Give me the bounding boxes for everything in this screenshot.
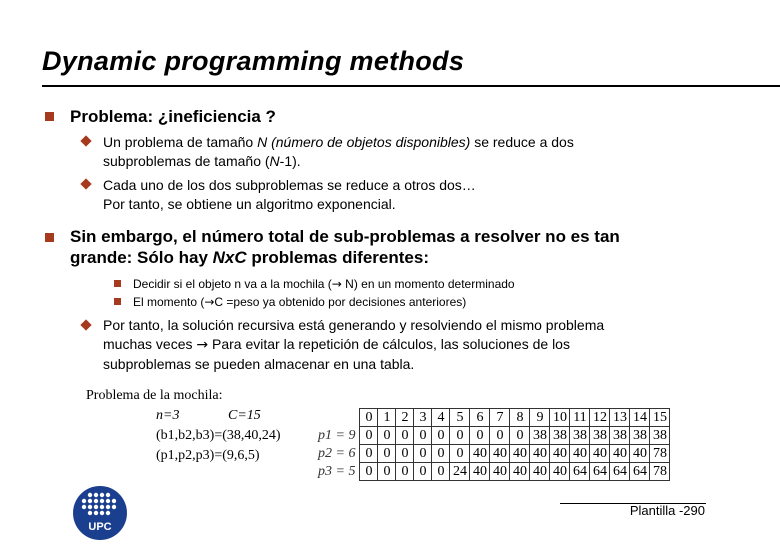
text: El momento (	[133, 295, 205, 309]
bullet-problema: Problema: ¿ineficiencia ?	[70, 107, 276, 126]
table-row	[318, 445, 670, 463]
text: muchas veces	[103, 336, 197, 352]
mochila-p: (p1,p2,p3)=(9,6,5)	[156, 448, 260, 463]
text: problemas diferentes:	[246, 248, 429, 267]
bullet-diamond-icon	[80, 319, 91, 330]
text-italic: N (número de objetos disponibles)	[257, 134, 471, 150]
table-cell: 40	[550, 445, 570, 463]
column-header: 2	[396, 409, 414, 427]
arrow-right-icon: →	[331, 277, 342, 291]
bullet-diamond-icon	[80, 135, 91, 146]
table-cell: 0	[432, 445, 450, 463]
text: subproblemas de tamaño (	[103, 153, 270, 169]
table-cell: 40	[490, 463, 510, 481]
table-header-row	[318, 409, 670, 427]
table-cell: 78	[650, 463, 670, 481]
table-corner	[318, 409, 360, 427]
column-header: 7	[490, 409, 510, 427]
column-header: 11	[570, 409, 590, 427]
upc-logo-icon	[73, 486, 127, 540]
mochila-n: n=3	[156, 408, 180, 423]
table-cell: 40	[590, 445, 610, 463]
row-label: p1 = 9	[318, 427, 356, 443]
sub-sub-bullet-1	[133, 275, 515, 293]
column-header: 5	[450, 409, 470, 427]
table-cell: 0	[450, 445, 470, 463]
column-header: 15	[650, 409, 670, 427]
text: -1).	[279, 153, 301, 169]
table-cell: 40	[470, 463, 490, 481]
bullet-sin-embargo	[70, 226, 620, 268]
upc-logo	[73, 486, 127, 540]
text: Cada uno de los dos subproblemas se reduce a otros dos…	[103, 177, 476, 193]
table-cell: 38	[590, 427, 610, 445]
title-divider	[42, 85, 780, 87]
sub-bullet-3	[103, 316, 604, 374]
sub-sub-bullet-2	[133, 293, 466, 311]
arrow-right-icon: →	[204, 295, 215, 309]
table-cell: 40	[530, 445, 550, 463]
table-cell: 0	[360, 445, 378, 463]
table-cell: 0	[396, 427, 414, 445]
bullet-square-icon	[114, 298, 121, 305]
table-cell: 40	[470, 445, 490, 463]
table-cell: 38	[550, 427, 570, 445]
table-cell: 40	[510, 445, 530, 463]
text: Un problema de tamaño	[103, 134, 258, 150]
table-cell: 0	[414, 427, 432, 445]
table-cell: 0	[378, 427, 396, 445]
mochila-C: C=15	[228, 408, 261, 423]
table-cell: 0	[490, 427, 510, 445]
sub-bullet-2	[103, 176, 476, 214]
table-cell: 40	[610, 445, 630, 463]
table-cell: 38	[530, 427, 550, 445]
column-header: 14	[630, 409, 650, 427]
table-cell: 40	[490, 445, 510, 463]
row-label: p2 = 6	[318, 445, 356, 461]
table-cell: 0	[450, 427, 470, 445]
knapsack-table	[318, 408, 670, 481]
text: grande: Sólo hay	[70, 248, 213, 267]
bullet-square-icon	[45, 233, 54, 242]
text: C =peso ya obtenido por decisiones anteriores)	[214, 295, 467, 309]
table-cell: 38	[630, 427, 650, 445]
table-cell: 0	[432, 427, 450, 445]
mochila-heading: Problema de la mochila:	[86, 388, 223, 403]
column-header: 9	[530, 409, 550, 427]
text: Decidir si el objeto n va a la mochila (	[133, 277, 332, 291]
table-cell: 64	[570, 463, 590, 481]
table-cell: 78	[650, 445, 670, 463]
table-cell: 64	[610, 463, 630, 481]
bullet-square-icon	[45, 112, 54, 121]
table-cell: 64	[630, 463, 650, 481]
text-italic: NxC	[212, 248, 247, 267]
table-cell: 38	[650, 427, 670, 445]
table-cell: 0	[378, 445, 396, 463]
table-cell: 40	[550, 463, 570, 481]
table-cell: 0	[414, 463, 432, 481]
table-cell: 40	[510, 463, 530, 481]
slide-title: Dynamic programming methods	[42, 46, 465, 76]
table-cell: 64	[590, 463, 610, 481]
bullet-diamond-icon	[80, 178, 91, 189]
table-cell: 0	[510, 427, 530, 445]
table-cell: 38	[570, 427, 590, 445]
table-cell: 0	[470, 427, 490, 445]
table-cell: 0	[360, 463, 378, 481]
table-cell: 0	[360, 427, 378, 445]
text: Para evitar la repetición de cálculos, las soluciones de los	[208, 336, 570, 352]
column-header: 10	[550, 409, 570, 427]
column-header: 3	[414, 409, 432, 427]
table-row	[318, 427, 670, 445]
table-cell: 24	[450, 463, 470, 481]
mochila-b: (b1,b2,b3)=(38,40,24)	[156, 428, 281, 443]
table-cell: 0	[414, 445, 432, 463]
table-cell: 38	[610, 427, 630, 445]
table-cell: 40	[630, 445, 650, 463]
text: Por tanto, la solución recursiva está generando y resolviendo el mismo problema	[103, 317, 605, 333]
column-header: 4	[432, 409, 450, 427]
column-header: 1	[378, 409, 396, 427]
sub-bullet-1	[103, 133, 574, 171]
table-cell: 40	[570, 445, 590, 463]
logo-text: UPC	[88, 521, 112, 533]
column-header: 13	[610, 409, 630, 427]
table-row	[318, 463, 670, 481]
column-header: 0	[360, 409, 378, 427]
text: Sin embargo, el número total de sub-problemas a resolver no es tan	[70, 227, 620, 246]
column-header: 6	[470, 409, 490, 427]
text: se reduce a dos	[470, 134, 574, 150]
table-cell: 0	[396, 445, 414, 463]
row-label: p3 = 5	[318, 463, 356, 479]
bullet-square-icon	[114, 280, 121, 287]
column-header: 12	[590, 409, 610, 427]
text: Por tanto, se obtiene un algoritmo exponencial.	[103, 196, 396, 212]
table-cell: 0	[378, 463, 396, 481]
text: subproblemas se pueden almacenar en una tabla.	[103, 356, 415, 372]
text: N) en un momento determinado	[341, 277, 515, 291]
table-cell: 40	[530, 463, 550, 481]
table-cell: 0	[396, 463, 414, 481]
footer-page-label: Plantilla -290	[629, 503, 705, 518]
table-cell: 0	[432, 463, 450, 481]
arrow-right-icon: →	[196, 337, 209, 353]
text-italic: N	[269, 153, 280, 169]
column-header: 8	[510, 409, 530, 427]
